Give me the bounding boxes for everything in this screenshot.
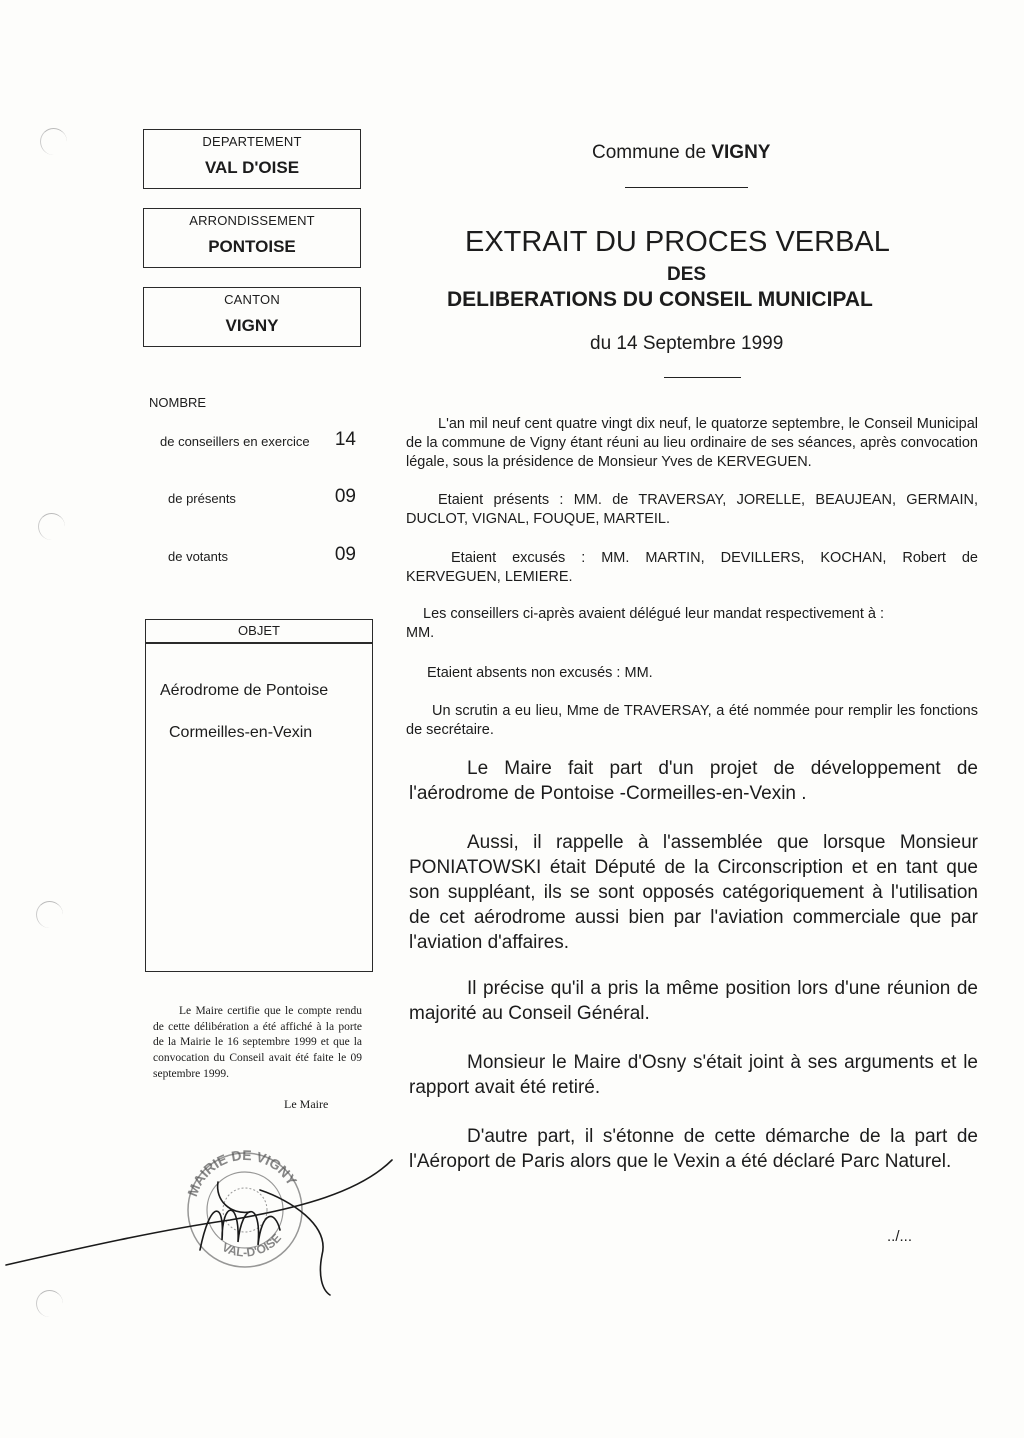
continuation-mark: ../... [887,1228,913,1245]
punch-hole [38,513,65,540]
objet-line-2: Cormeilles-en-Vexin [169,724,313,741]
excuses-paragraph: Etaient excusés : MM. MARTIN, DEVILLERS, KOCHAN, Robert de KERVEGUEN, LEMIERE. [406,550,978,585]
canton-label: CANTON [224,292,280,307]
arrondissement-value: PONTOISE [208,237,296,256]
intro-paragraph: L'an mil neuf cent quatre vingt dix neuf, le quatorze septembre, le Conseil Municipal de la commune de Vigny étant réuni au lieu ordinaire de ses séances, après convocation légale, sous la présidence de Monsieur Yves de KERVEGUEN. [406,416,978,470]
title-line-1: EXTRAIT DU PROCES VERBAL [465,226,890,258]
count-value: 09 [334,544,356,565]
absents-paragraph: Etaient absents non excusés : MM. [427,665,653,681]
deliberation-paragraph-2: Aussi, il rappelle à l'assemblée que lorsque Monsieur PONIATOWSKI était Député de la Circonscription et en tant que son suppléant, ils se sont opposés catégoriquement à l'utilisation de cet aérodrome aussi bien par l'aviation commerciale que par l'aviation d'affaires. [409,832,978,953]
deliberation-paragraph-5: D'autre part, il s'étonne de cette démarche de la part de l'Aéroport de Paris alors que le Vexin a été déclaré Parc Naturel. [409,1126,978,1172]
deliberation-paragraph-3: Il précise qu'il a pris la même position lors d'une réunion de majorité au Conseil Général. [409,978,978,1024]
certification-text: Le Maire certifie que le compte rendu de cette délibération a été affiché à la porte de la Mairie le 16 septembre 1999 et que la convocation du Conseil avait été faite le 09 septembre 1999. [153,1005,362,1080]
title-line-3: DELIBERATIONS DU CONSEIL MUNICIPAL [447,288,873,311]
count-value: 09 [334,486,356,507]
nombre-title: NOMBRE [149,395,207,410]
header-rule [625,187,748,188]
punch-hole [40,128,67,155]
count-presents [168,484,360,508]
mairie-stamp [0,1130,400,1300]
punch-hole [36,901,63,928]
objet-line-1: Aérodrome de Pontoise [160,682,329,699]
count-value: 14 [334,429,356,450]
departement-box [143,129,361,189]
count-label: de conseillers en exercice [160,434,310,449]
arrondissement-label: ARRONDISSEMENT [189,213,315,228]
commune-prefix: Commune de [592,142,712,163]
deliberation-paragraph-4: Monsieur le Maire d'Osny s'était joint à ses arguments et le rapport avait été retiré. [409,1052,978,1098]
delegues-paragraph: Les conseillers ci-après avaient délégué leur mandat respectivement à : MM. [406,606,885,641]
commune-line [592,142,770,164]
departement-value: VAL D'OISE [204,158,300,177]
meeting-date: du 14 Septembre 1999 [590,333,784,354]
canton-box [143,287,361,347]
count-votants [168,542,360,566]
signature-label: Le Maire [284,1097,329,1111]
commune-name: VIGNY [711,142,771,163]
stamp-text-bottom: VAL-D'OISE [219,1230,285,1260]
stamp-text-top: MAIRIE DE VIGNY [184,1146,301,1199]
presents-paragraph: Etaient présents : MM. de TRAVERSAY, JORELLE, BEAUJEAN, GERMAIN, DUCLOT, VIGNAL, FOUQUE, MARTEIL. [406,492,978,527]
canton-value: VIGNY [225,316,279,335]
objet-label: OBJET [146,620,372,644]
count-conseillers [160,427,360,451]
date-rule [664,377,741,378]
arrondissement-box [143,208,361,268]
departement-label: DEPARTEMENT [202,134,302,149]
count-label: de votants [168,549,228,564]
deliberation-paragraph-1: Le Maire fait part d'un projet de développement de l'aérodrome de Pontoise -Cormeilles-en-Vexin . [409,758,978,804]
title-line-2: DES [667,264,707,285]
scrutin-paragraph: Un scrutin a eu lieu, Mme de TRAVERSAY, a été nommée pour remplir les fonctions de secrétaire. [406,703,978,738]
objet-box [145,619,373,972]
count-label: de présents [168,491,236,506]
